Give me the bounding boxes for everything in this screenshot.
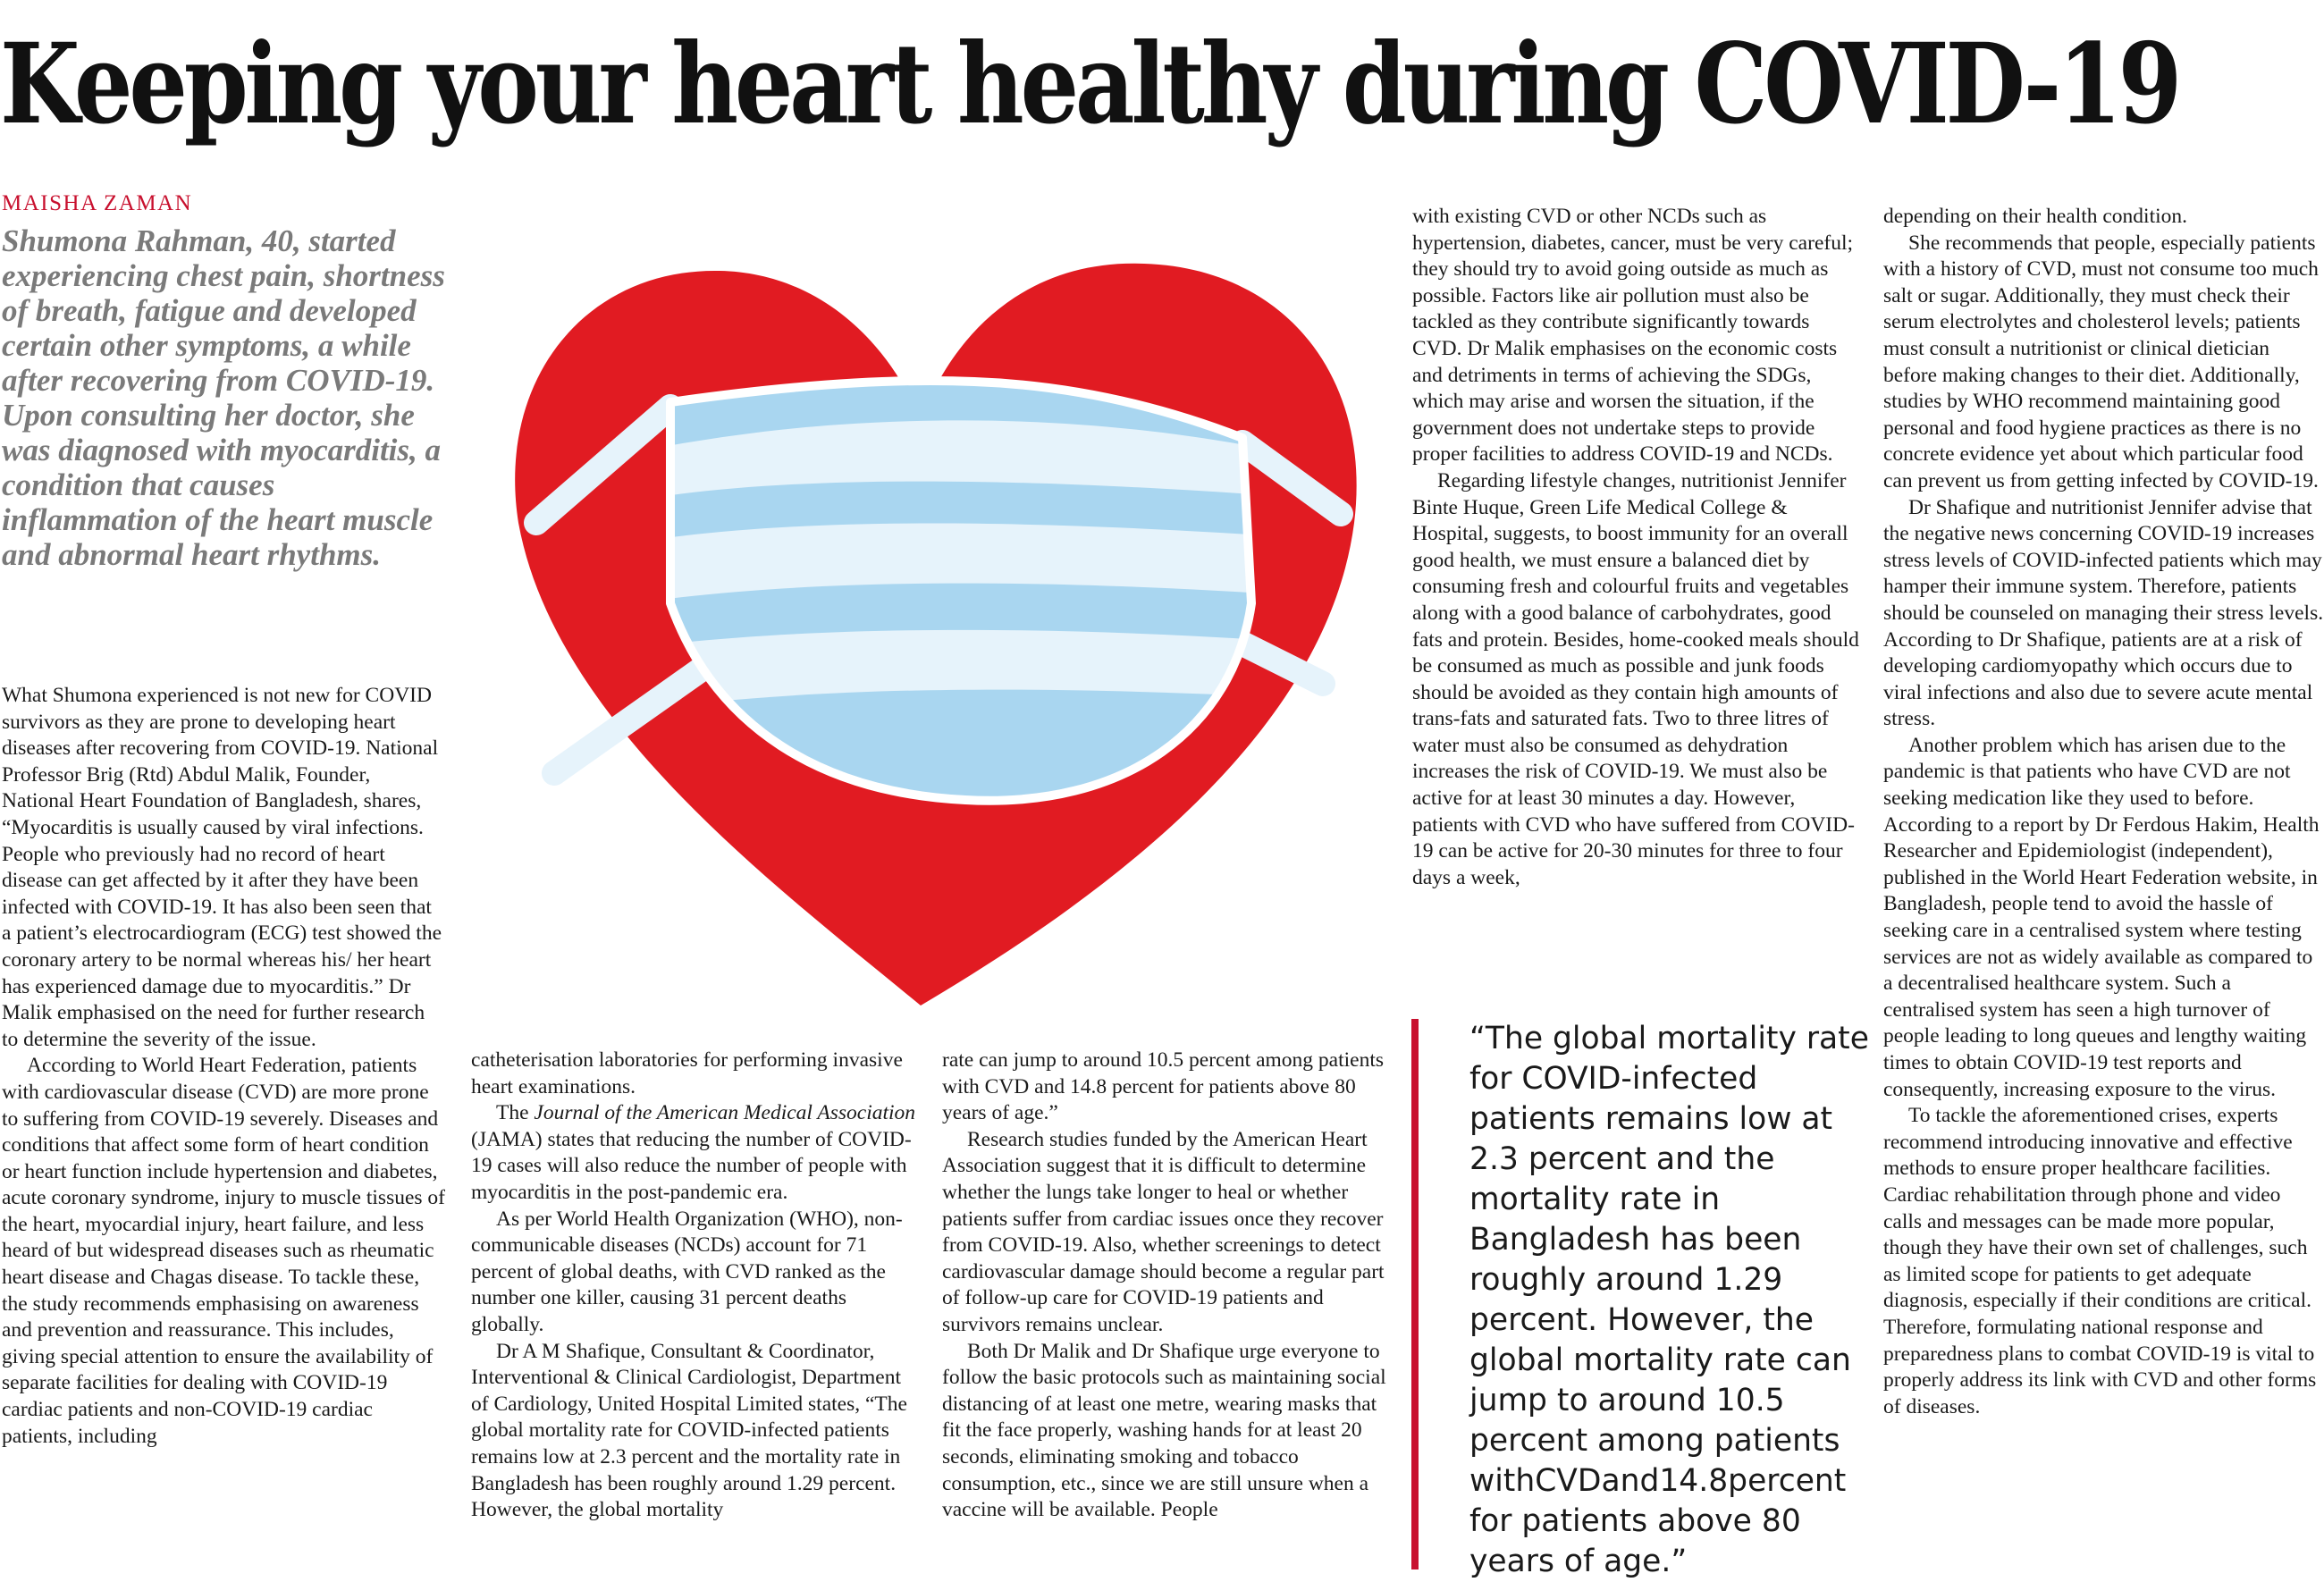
body-paragraph: Another problem which has arisen due to the pandemic is that patients who have CVD are not seeking medication like they used to before. According to a report by Dr Ferdous Hakim, Health Researcher and Epidemiologist (independent), published in the World Heart Federation website, in Bangladesh, people tend to avoid the hassle of seeking care in a centralised system where testing services are not as widely available as compared to a decentralised healthcare system. Such a centralised system has seen a high turnover of people leading to long queues and lengthy waiting times to obtain COVID-19 test reports and consequently, increasing exposure to the virus. bbox=[1883, 733, 2320, 1101]
body-paragraph: Dr Shafique and nutritionist Jennifer advise that the negative news concerning COVID-19 increases stress levels of COVID-infected patients which may hamper their immune system. Therefore, patients should be counseled on managing their stress levels. According to Dr Shafique, patients are at a risk of developing cardiomyopathy which occurs due to viral infections and also due to severe acute mental stress. bbox=[1883, 495, 2324, 731]
heart-with-face-mask-icon bbox=[501, 228, 1385, 1006]
body-paragraph: Research studies funded by the American Heart Association suggest that it is difficult to determine whether the lungs take longer to heal or whether patients suffer from cardiac issues once they recover from COVID-19. Also, whether screenings to detect cardiovascular damage should become a regular part of follow-up care for COVID-19 patients and survivors remains unclear. bbox=[942, 1127, 1385, 1336]
pull-quote bbox=[1411, 1019, 1876, 1579]
body-paragraph: According to World Heart Federation, patients with cardiovascular disease (CVD) are more prone to suffering from COVID-19 severely. Diseases and conditions that affect some form of heart condition or heart function include hypertension and diabetes, acute coronary syndrome, injury to muscle tissues of the heart, myocardial injury, heart failure, and less heard of but widespread diseases such as rheumatic heart disease and Chagas disease. To tackle these, the study recommends emphasising on awareness and prevention and reassurance. This includes, giving special attention to ensure the availability of separate facilities for dealing with COVID-19 cardiac patients and non-COVID-19 cardiac patients, including bbox=[2, 1054, 445, 1448]
body-paragraph: depending on their health condition. bbox=[1883, 205, 2188, 228]
heart-mask-illustration bbox=[501, 228, 1385, 1006]
body-paragraph: Both Dr Malik and Dr Shafique urge everyone to follow the basic protocols such as maintaining social distancing of at least one metre, wearing masks that fit the face properly, washing hands for at least 20 seconds, eliminating smoking and tobacco consumption, etc., since we are still unsure when a vaccine will be available. People bbox=[942, 1339, 1386, 1522]
pull-quote-text: “The global mortality rate for COVID-infected patients remains low at 2.3 percent and the mortality rate in Bangladesh has been roughly around 1.29 percent. However, the global mortality rate can jump to around 10.5 percent among patients withCVDand14.8percent for patients above 80 years of age.” bbox=[1469, 1021, 1869, 1579]
headline: Keeping your heart healthy during COVID-19 bbox=[0, 20, 2179, 149]
body-text: The bbox=[496, 1101, 535, 1125]
byline: MAISHA ZAMAN bbox=[2, 191, 193, 215]
body-paragraph: Dr A M Shafique, Consultant & Coordinator, Interventional & Clinical Cardiologist, Department of Cardiology, United Hospital Limited states, “The global mortality rate for COVID-infected patients remains low at 2.3 percent and the mortality rate in Bangladesh has been roughly around 1.29 percent. However, the global mortality bbox=[471, 1339, 907, 1522]
article-column-4 bbox=[1412, 204, 1859, 891]
body-paragraph: What Shumona experienced is not new for COVID survivors as they are prone to developing heart diseases after recovering from COVID-19. National Professor Brig (Rtd) Abdul Malik, Founder, National Heart Foundation of Bangladesh, shares, “Myocarditis is usually caused by viral infections. People who previously had no record of heart disease can get affected by it after they have been infected with COVID-19. It has also been seen that a patient’s electrocardiogram (ECG) test showed the coronary artery to be normal whereas his/ her heart has experienced damage due to myocarditis.” Dr Malik emphasised on the need for further research to determine the severity of the issue. bbox=[2, 684, 442, 1051]
body-paragraph: Regarding lifestyle changes, nutritionist Jennifer Binte Huque, Green Life Medical College & Hospital, suggests, to boost immunity for an overall good health, we must ensure a balanced diet by consuming fresh and colourful fruits and vegetables along with a good balance of carbohydrates, good fats and protein. Besides, home-cooked meals should be consumed as much as possible and junk foods should be avoided as they contain high amounts of trans-fats and saturated fats. Two to three litres of water must also be consumed as dehydration increases the risk of COVID-19. We must also be active for at least 30 minutes a day. However, patients with CVD who have suffered from COVID-19 can be active for 20-30 minutes for three to four days a week, bbox=[1412, 468, 1859, 889]
journal-title: Journal of the American Medical Association bbox=[534, 1101, 916, 1125]
body-paragraph: As per World Health Organization (WHO), non-communicable diseases (NCDs) account for 71 percent of global deaths, with CVD ranked as the number one killer, causing 31 percent deaths globally. bbox=[471, 1207, 903, 1336]
body-paragraph bbox=[471, 1100, 918, 1206]
body-paragraph: with existing CVD or other NCDs such as hypertension, diabetes, cancer, must be very careful; they should try to avoid going outside as much as possible. Factors like air pollution must also be tackled as they contribute significantly towards CVD. Dr Malik emphasises on the economic costs and detriments in terms of achieving the SDGs, which may arise and worsen the situation, if the government does not undertake steps to provide proper facilities to address COVID-19 and NCDs. bbox=[1412, 205, 1854, 467]
body-paragraph: rate can jump to around 10.5 percent among patients with CVD and 14.8 percent for patients above 80 years of age.” bbox=[942, 1048, 1384, 1125]
body-paragraph: To tackle the aforementioned crises, experts recommend introducing innovative and effective methods to ensure proper healthcare facilities. Cardiac rehabilitation through phone and video calls and messages can be made more popular, though they have their own set of challenges, such as limited scope for patients to get adequate diagnosis, especially if their conditions are critical. Therefore, formulating national response and preparedness plans to combat COVID-19 is vital to properly address its link with CVD and other forms of diseases. bbox=[1883, 1104, 2317, 1418]
intro-paragraph: Shumona Rahman, 40, started experiencing chest pain, shortness of breath, fatigue and developed certain other symptoms, a while after recovering from COVID-19. Upon consulting her doctor, she was diagnosed with myocarditis, a condition that causes inflammation of the heart muscle and abnormal heart rhythms. bbox=[2, 223, 445, 572]
body-paragraph: She recommends that people, especially patients with a history of CVD, must not consume too much salt or sugar. Additionally, they must check their serum electrolytes and cholesterol levels; patients must consult a nutritionist or clinical dietician before making changes to their diet. Additionally, studies by WHO recommend maintaining good personal and food hygiene practices as there is no concrete evidence yet about which particular food can prevent us from getting infected by COVID-19. bbox=[1883, 231, 2319, 492]
body-text: (JAMA) states that reducing the number of COVID-19 cases will also reduce the number of people with myocarditis in the post-pandemic era. bbox=[471, 1127, 912, 1204]
body-paragraph: catheterisation laboratories for performing invasive heart examinations. bbox=[471, 1048, 903, 1098]
article-column-1 bbox=[2, 683, 446, 1450]
pull-quote-bar bbox=[1411, 1019, 1419, 1569]
article-column-5 bbox=[1883, 204, 2324, 1420]
article-column-3 bbox=[942, 1048, 1389, 1524]
article-column-2 bbox=[471, 1048, 918, 1524]
